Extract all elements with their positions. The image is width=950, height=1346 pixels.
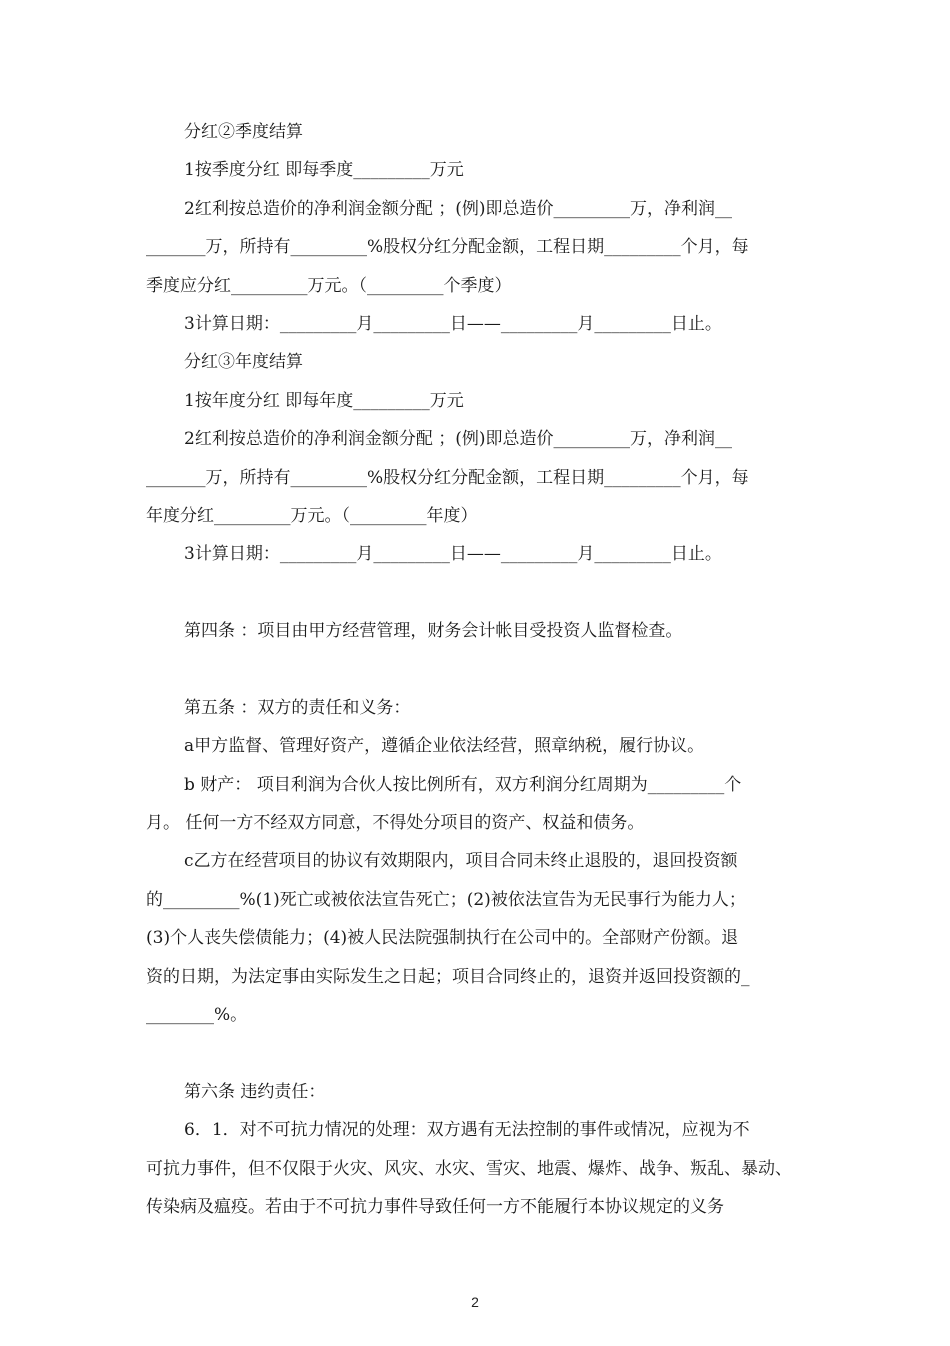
text-line: 3计算日期：_________月_________日——_________月_________日止。 xyxy=(184,544,722,565)
text-line: 资的日期，为法定事由实际发生之日起；项目合同终止的，退资并返回投资额的_ xyxy=(146,966,750,987)
text-line: 2红利按总造价的净利润金额分配 ；(例)即总造价_________万，净利润__ xyxy=(184,198,732,219)
text-line: c乙方在经营项目的协议有效期限内，项目合同未终止退股的，退回投资额 xyxy=(184,851,738,872)
text-line: 年度分红_________万元。（_________年度） xyxy=(146,505,478,526)
text-line: 月。 任何一方不经双方同意，不得处分项目的资产、权益和债务。 xyxy=(146,813,645,834)
text-line: 3计算日期：_________月_________日——_________月_________日止。 xyxy=(184,313,722,334)
text-line: 1按年度分红 即每年度_________万元 xyxy=(184,390,464,411)
text-line: ________%。 xyxy=(146,1004,248,1025)
paragraph-gap xyxy=(146,574,810,612)
article-four: 第四条 ：项目由甲方经营管理，财务会计帐目受投资人监督检查。 xyxy=(184,621,683,642)
document-body xyxy=(146,113,810,1226)
text-line: _______万，所持有_________%股权分红分配金额，工程日期_________个月，每 xyxy=(146,467,749,488)
text-line: 6．1．对不可抗力情况的处理：双方遇有无法控制的事件或情况，应视为不 xyxy=(184,1120,750,1141)
text-line: b 财产： 项目利润为合伙人按比例所有，双方利润分红周期为_________个 xyxy=(184,774,742,795)
text-line: 季度应分红_________万元。（_________个季度） xyxy=(146,275,512,296)
heading-quarterly: 分红②季度结算 xyxy=(184,122,303,142)
page-number: 2 xyxy=(471,1294,479,1310)
text-line: 2红利按总造价的净利润金额分配 ；(例)即总造价_________万，净利润__ xyxy=(184,429,732,450)
paragraph-gap xyxy=(146,1034,810,1072)
text-line: (3)个人丧失偿债能力；(4)被人民法院强制执行在公司中的。全部财产份额。退 xyxy=(146,928,739,949)
heading-annual: 分红③年度结算 xyxy=(184,352,303,373)
text-line: 传染病及瘟疫。若由于不可抗力事件导致任何一方不能履行本协议规定的义务 xyxy=(146,1196,724,1217)
text-line: a甲方监督、管理好资产，遵循企业依法经营，照章纳税，履行协议。 xyxy=(184,736,705,757)
article-five-heading: 第五条 ：双方的责任和义务： xyxy=(184,697,411,718)
text-line: _______万，所持有_________%股权分红分配金额，工程日期_________个月，每 xyxy=(146,237,749,258)
paragraph-gap xyxy=(146,650,810,688)
article-six-heading: 第六条 违约责任： xyxy=(184,1081,326,1102)
text-line: 的_________%(1)死亡或被依法宣告死亡；(2)被依法宣告为无民事行为能力人； xyxy=(146,889,746,910)
text-line: 可抗力事件，但不仅限于火灾、风灾、水灾、雪灾、地震、爆炸、战争、叛乱、暴动、 xyxy=(146,1158,792,1179)
text-line: 1按季度分红 即每季度_________万元 xyxy=(184,160,464,181)
